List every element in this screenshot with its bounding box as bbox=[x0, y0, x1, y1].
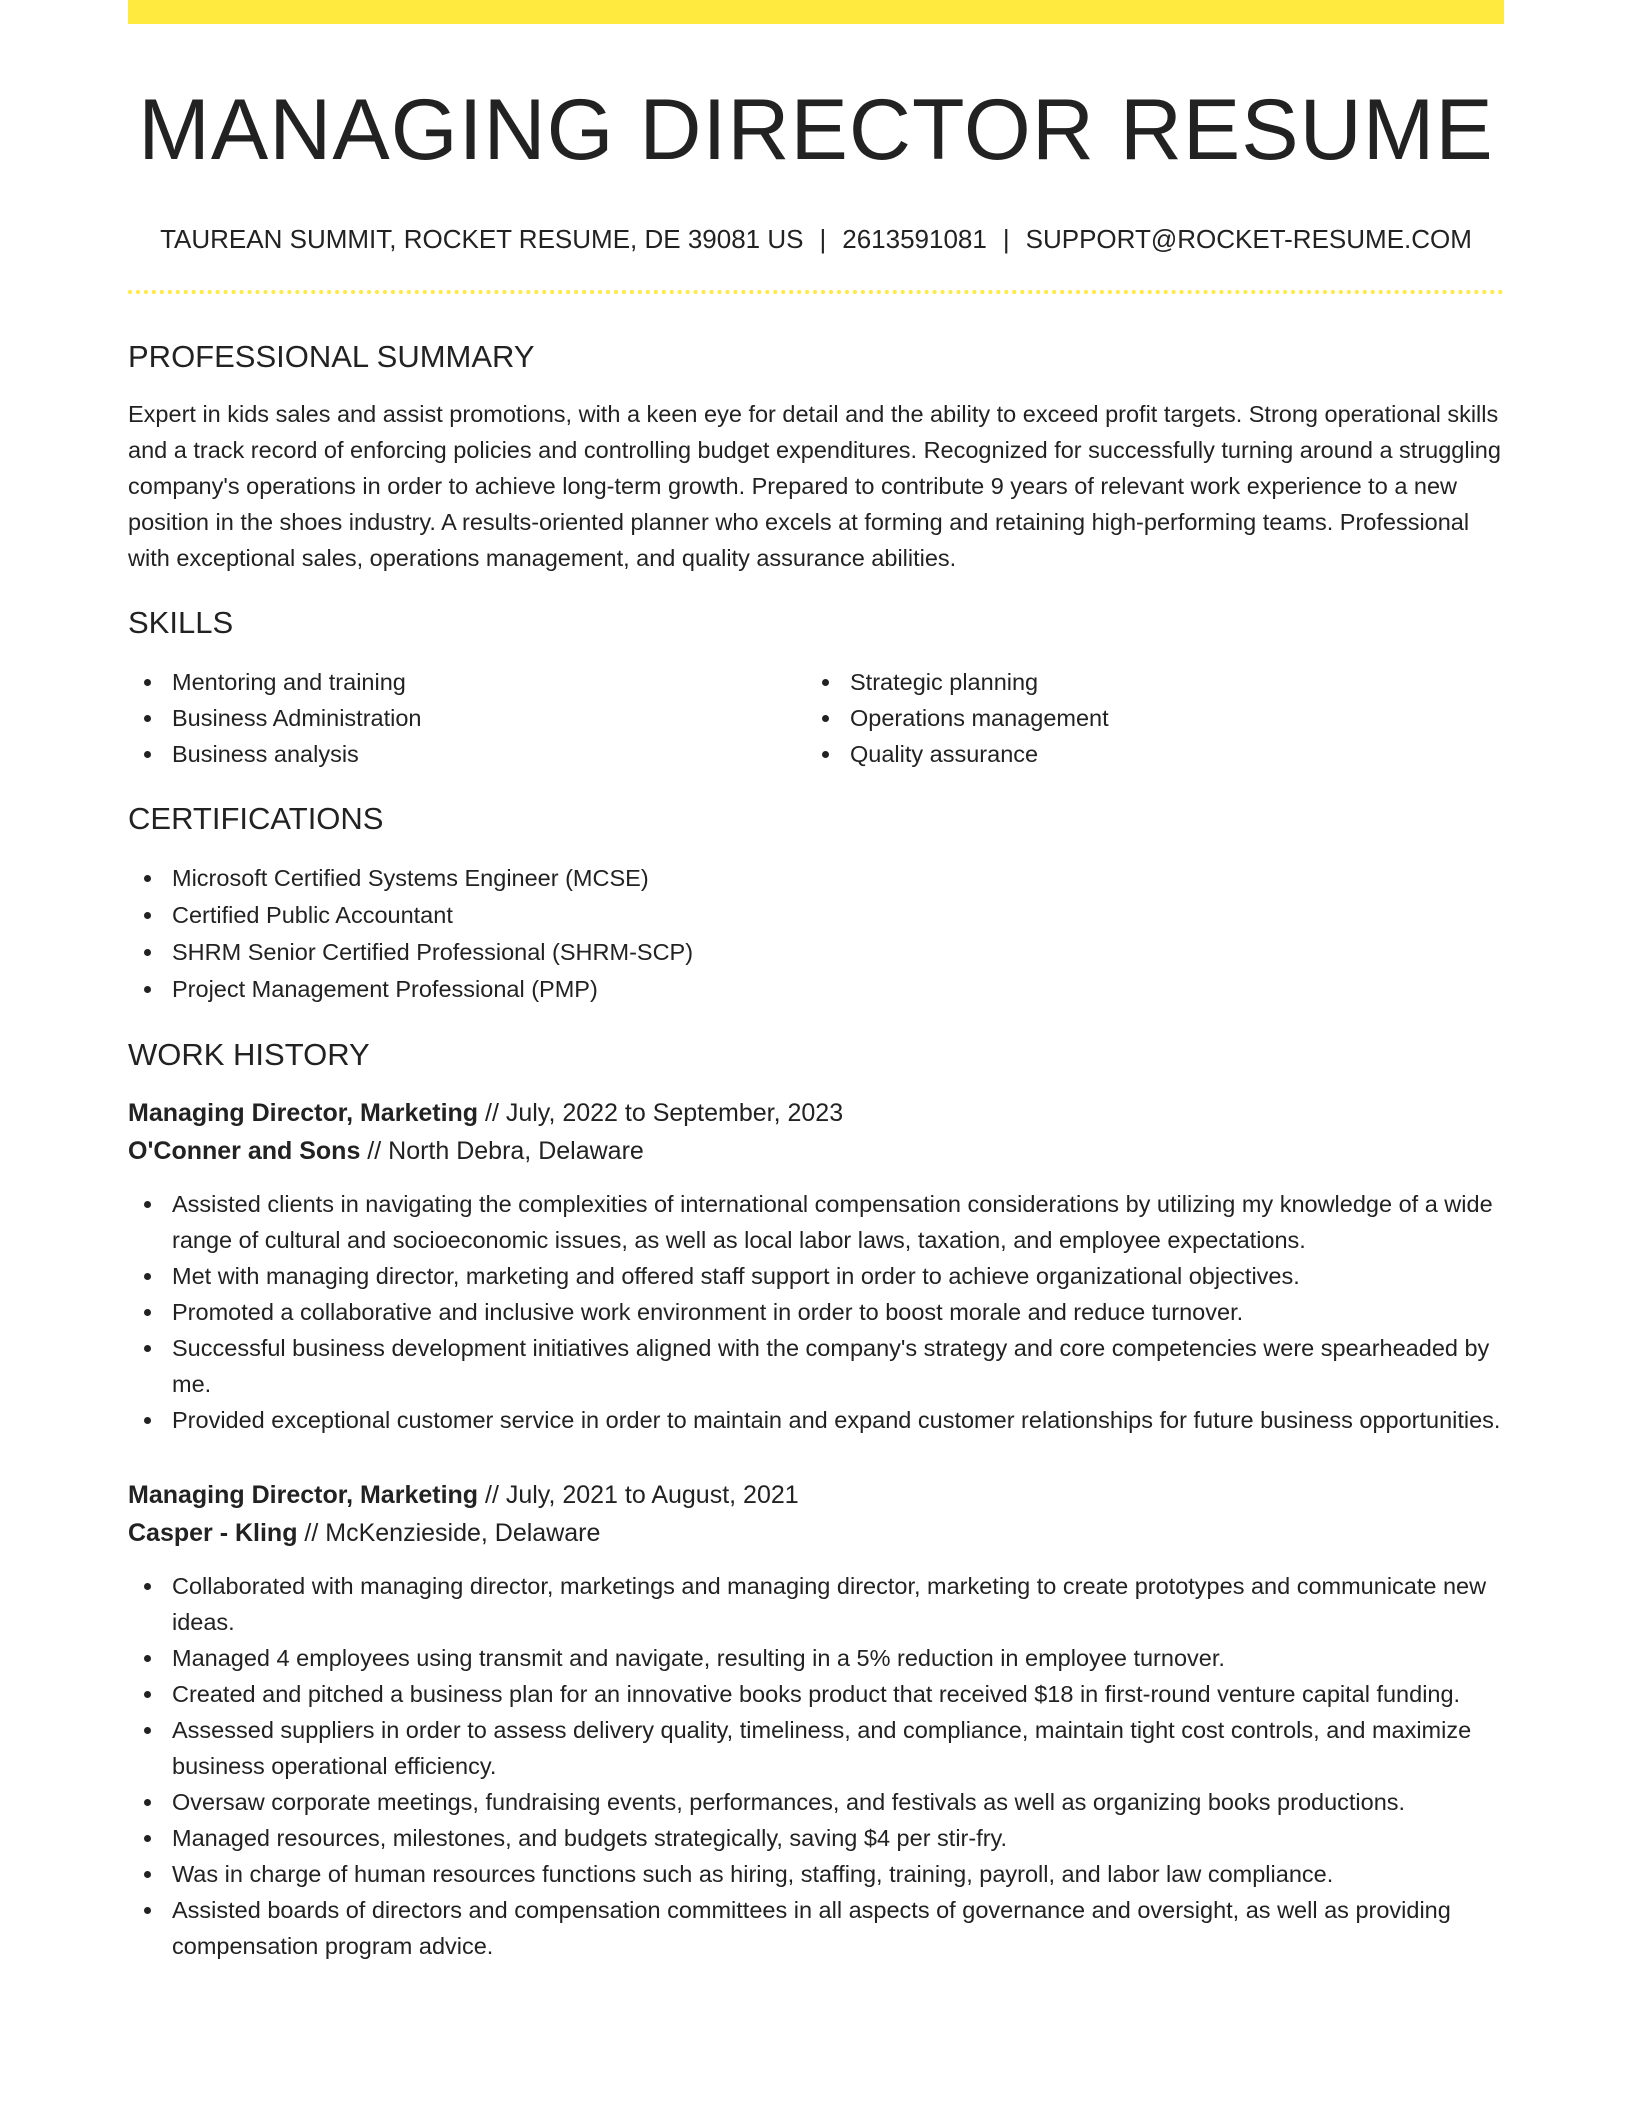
job-dates: // July, 2022 to September, 2023 bbox=[478, 1099, 844, 1127]
job-company-line bbox=[128, 1514, 1504, 1552]
certification-item: Microsoft Certified Systems Engineer (MCSE) bbox=[128, 860, 1504, 897]
job-dates: // July, 2021 to August, 2021 bbox=[478, 1481, 799, 1509]
job-location: // North Debra, Delaware bbox=[360, 1137, 644, 1165]
skill-item: Business Administration bbox=[128, 700, 806, 736]
job-entry bbox=[128, 1094, 1504, 1438]
skills-heading: SKILLS bbox=[128, 605, 234, 640]
skill-item: Business analysis bbox=[128, 736, 806, 772]
job-company: Casper - Kling bbox=[128, 1519, 298, 1547]
job-bullets bbox=[128, 1568, 1504, 1964]
job-company-line bbox=[128, 1132, 1504, 1170]
job-bullet: Assisted clients in navigating the complexities of international compensation considerations by utilizing my knowledge of a wide range of cultural and socioeconomic issues, as well as local labor laws, taxation, and employee expectations. bbox=[128, 1186, 1504, 1258]
job-title-line bbox=[128, 1094, 1504, 1132]
certification-item: Certified Public Accountant bbox=[128, 897, 1504, 934]
skills-columns bbox=[128, 664, 1504, 772]
job-bullet: Promoted a collaborative and inclusive work environment in order to boost morale and reduce turnover. bbox=[128, 1294, 1504, 1330]
job-bullet: Collaborated with managing director, marketings and managing director, marketing to create prototypes and communicate new ideas. bbox=[128, 1568, 1504, 1640]
summary-heading: PROFESSIONAL SUMMARY bbox=[128, 339, 535, 374]
skill-item: Quality assurance bbox=[806, 736, 1484, 772]
resume-title: MANAGING DIRECTOR RESUME bbox=[138, 82, 1494, 178]
skill-item: Strategic planning bbox=[806, 664, 1484, 700]
contact-separator: | bbox=[1002, 224, 1010, 254]
resume-page bbox=[128, 0, 1504, 1964]
job-location: // McKenzieside, Delaware bbox=[297, 1519, 601, 1547]
job-title: Managing Director, Marketing bbox=[128, 1099, 479, 1127]
job-title-line bbox=[128, 1476, 1504, 1514]
contact-line bbox=[128, 222, 1504, 256]
skills-list-right bbox=[806, 664, 1484, 772]
job-entry bbox=[128, 1476, 1504, 1964]
contact-phone: 2613591081 bbox=[842, 224, 987, 254]
certification-item: SHRM Senior Certified Professional (SHRM-SCP) bbox=[128, 934, 1504, 971]
job-bullet: Oversaw corporate meetings, fundraising events, performances, and festivals as well as organizing books productions. bbox=[128, 1784, 1504, 1820]
certification-item: Project Management Professional (PMP) bbox=[128, 971, 1504, 1008]
job-bullet: Was in charge of human resources functions such as hiring, staffing, training, payroll, and labor law compliance. bbox=[128, 1856, 1504, 1892]
job-bullets bbox=[128, 1186, 1504, 1438]
skill-item: Operations management bbox=[806, 700, 1484, 736]
job-company: O'Conner and Sons bbox=[128, 1137, 361, 1165]
skills-list-left bbox=[128, 664, 806, 772]
work-history-heading: WORK HISTORY bbox=[128, 1037, 370, 1072]
job-bullet: Managed resources, milestones, and budgets strategically, saving $4 per stir-fry. bbox=[128, 1820, 1504, 1856]
skill-item: Mentoring and training bbox=[128, 664, 806, 700]
contact-separator: | bbox=[819, 224, 827, 254]
dotted-divider bbox=[128, 290, 1504, 294]
job-bullet: Provided exceptional customer service in order to maintain and expand customer relationships for future business opportunities. bbox=[128, 1402, 1504, 1438]
job-bullet: Assessed suppliers in order to assess delivery quality, timeliness, and compliance, maintain tight cost controls, and maximize business operational efficiency. bbox=[128, 1712, 1504, 1784]
contact-email[interactable]: SUPPORT@ROCKET-RESUME.COM bbox=[1025, 224, 1472, 254]
job-bullet: Managed 4 employees using transmit and navigate, resulting in a 5% reduction in employee turnover. bbox=[128, 1640, 1504, 1676]
job-title: Managing Director, Marketing bbox=[128, 1481, 479, 1509]
job-bullet: Created and pitched a business plan for an innovative books product that received $18 in first-round venture capital funding. bbox=[128, 1676, 1504, 1712]
certifications-heading: CERTIFICATIONS bbox=[128, 801, 384, 836]
job-bullet: Successful business development initiatives aligned with the company's strategy and core competencies were spearheaded by me. bbox=[128, 1330, 1504, 1402]
job-bullet: Assisted boards of directors and compensation committees in all aspects of governance and oversight, as well as providing compensation program advice. bbox=[128, 1892, 1504, 1964]
job-bullet: Met with managing director, marketing and offered staff support in order to achieve organizational objectives. bbox=[128, 1258, 1504, 1294]
summary-text: Expert in kids sales and assist promotions, with a keen eye for detail and the ability to exceed profit targets. Strong operational skills and a track record of enforcing policies and controlling budget expenditures. Recognized for successfully turning around a struggling company's operations in order to achieve long-term growth. Prepared to contribute 9 years of relevant work experience to a new position in the shoes industry. A results-oriented planner who excels at forming and retaining high-performing teams. Professional with exceptional sales, operations management, and quality assurance abilities. bbox=[128, 401, 1501, 571]
contact-address: TAUREAN SUMMIT, ROCKET RESUME, DE 39081 US bbox=[160, 224, 804, 254]
certifications-list bbox=[128, 860, 1504, 1008]
